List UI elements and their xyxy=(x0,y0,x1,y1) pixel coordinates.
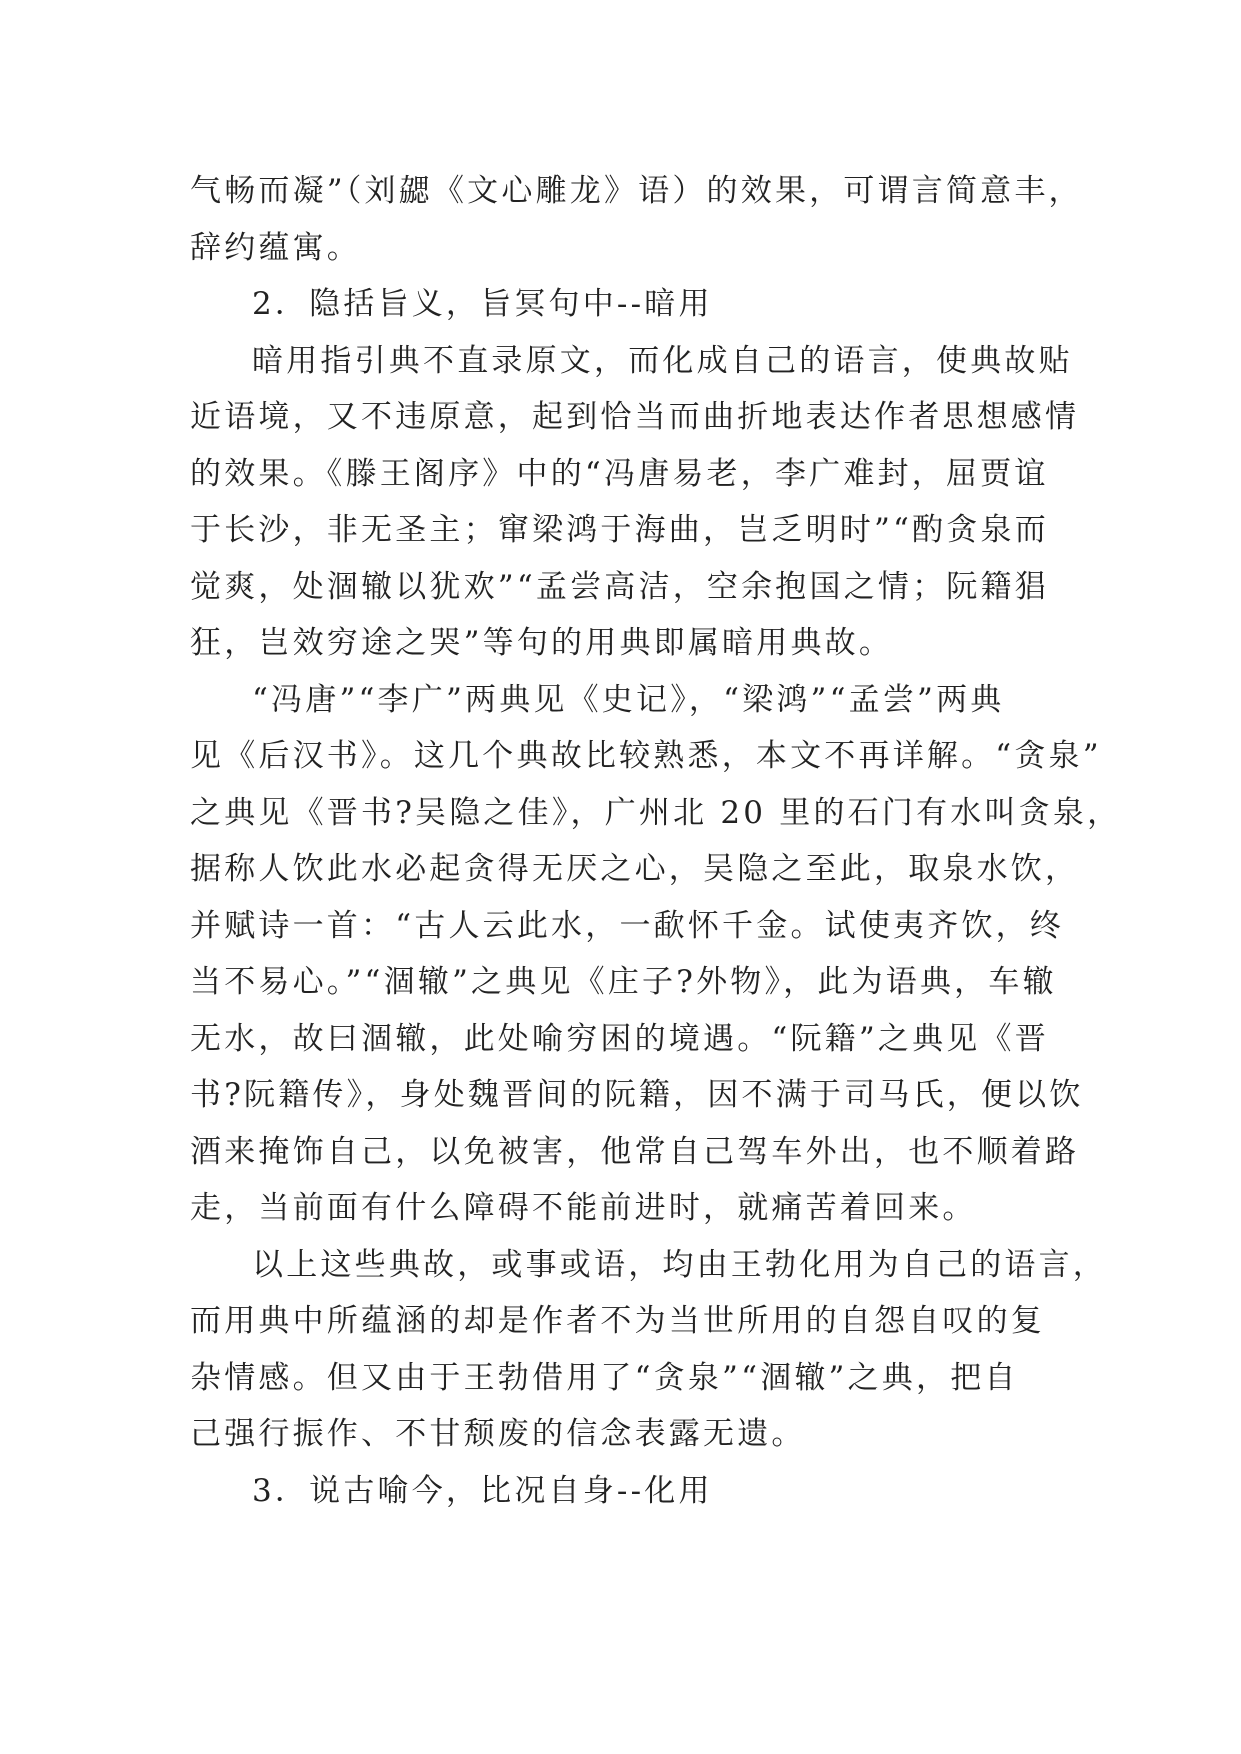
text-line: 而用典中所蕴涵的却是作者不为当世所用的自怨自叹的复 xyxy=(190,1303,1045,1339)
text-line: 之典见《晋书?吴隐之佳》，广州北 20 里的石门有水叫贪泉， xyxy=(190,794,1122,831)
text-line: 辞约蕴寓。 xyxy=(190,229,361,266)
text-line: 杂情感。但又由于王勃借用了“贪泉”“涸辙”之典，把自 xyxy=(190,1359,1019,1396)
text-line: 于长沙，非无圣主；窜梁鸿于海曲，岂乏明时”“酌贪泉而 xyxy=(190,512,1049,548)
text-line: 走，当前面有什么障碍不能前进时，就痛苦着回来。 xyxy=(190,1190,977,1226)
text-line: 以上这些典故，或事或语，均由王勃化用为自己的语言， xyxy=(252,1246,1107,1283)
text-line: 据称人饮此水必起贪得无厌之心，吴隐之至此，取泉水饮， xyxy=(190,851,1080,887)
text-line: 的效果。《滕王阁序》中的“冯唐易老，李广难封，屈贾谊 xyxy=(190,455,1049,492)
text-line: 并赋诗一首：“古人云此水，一歃怀千金。试使夷齐饮，终 xyxy=(190,907,1065,944)
section-heading: 2．隐括旨义，旨冥句中--暗用 xyxy=(252,286,713,322)
text-line: 书?阮籍传》，身处魏晋间的阮籍，因不满于司马氏，便以饮 xyxy=(190,1077,1084,1113)
body-text xyxy=(190,163,1122,1519)
text-line: 近语境，又不违原意，起到恰当而曲折地表达作者思想感情 xyxy=(190,399,1080,435)
text-line: 气畅而凝”（刘勰《文心雕龙》语）的效果，可谓言简意丰， xyxy=(190,173,1083,209)
text-line: 见《后汉书》。这几个典故比较熟悉，本文不再详解。“贪泉” xyxy=(190,738,1102,774)
text-line: 己强行振作、不甘颓废的信念表露无遗。 xyxy=(190,1416,806,1452)
text-line: 酒来掩饰自己，以免被害，他常自己驾车外出，也不顺着路 xyxy=(190,1133,1080,1170)
text-line: 无水，故曰涸辙，此处喻穷困的境遇。“阮籍”之典见《晋 xyxy=(190,1020,1049,1057)
section-heading: 3．说古喻今，比况自身--化用 xyxy=(252,1472,713,1509)
text-line: 狂，岂效穷途之哭”等句的用典即属暗用典故。 xyxy=(190,625,894,661)
text-line: 暗用指引典不直录原文，而化成自己的语言，使典故贴 xyxy=(252,342,1073,379)
text-line: 当不易心。”“涸辙”之典见《庄子?外物》，此为语典，车辙 xyxy=(190,964,1057,1000)
text-line: 觉爽，处涸辙以犹欢”“孟尝高洁，空余抱国之情；阮籍猖 xyxy=(190,568,1049,605)
text-line: “冯唐”“李广”两典见《史记》，“梁鸿”“孟尝”两典 xyxy=(252,681,1005,718)
